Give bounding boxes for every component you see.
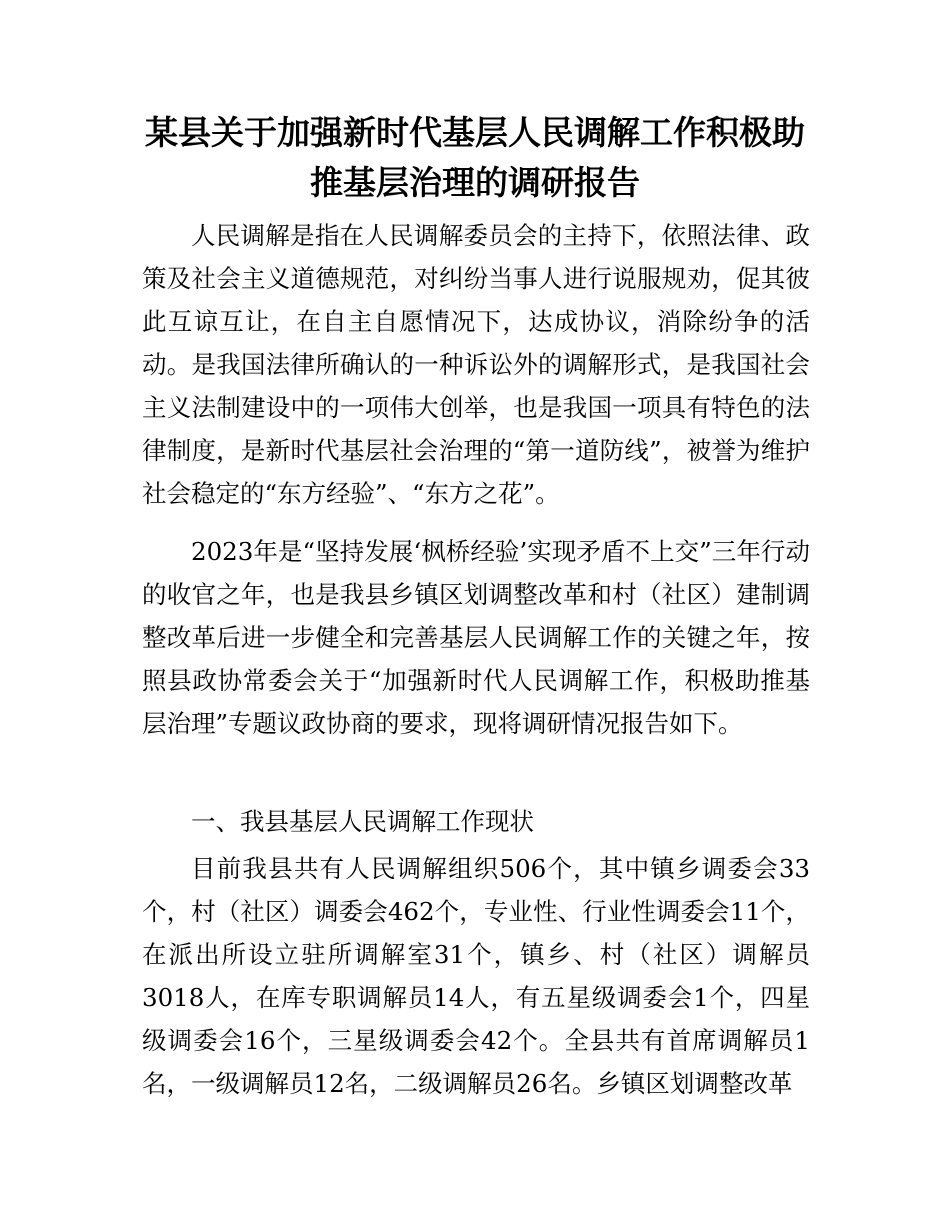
- section-heading-current-status: 一、我县基层人民调解工作现状: [191, 807, 534, 836]
- paragraph-statistics: 目前我县共有人民调解组织506个，其中镇乡调委会33个，村（社区）调委会462个，专业性、行业性调委会11个，在派出所设立驻所调解室31个，镇乡、村（社区）调解员3018人，在库专职调解员14人，有五星级调委会1个，四星级调委会16个，三星级调委会42个。全县共有首席调解员1名，一级调解员12名，二级调解员26名。乡镇区划调整改革: [142, 854, 810, 1098]
- paragraph-definition: 人民调解是指在人民调解委员会的主持下，依照法律、政策及社会主义道德规范，对纠纷当事人进行说服规劝，促其彼此互谅互让，在自主自愿情况下，达成协议，消除纷争的活动。是我国法律所确认的一种诉讼外的调解形式，是我国社会主义法制建设中的一项伟大创举，也是我国一项具有特色的法律制度，是新时代基层社会治理的“第一道防线”，被誉为维护社会稳定的“东方经验”、“东方之花”。: [142, 221, 810, 508]
- paragraph-background: 2023年是“坚持发展‘枫桥经验’实现矛盾不上交”三年行动的收官之年，也是我县乡镇区划调整改革和村（社区）建制调整改革后进一步健全和完善基层人民调解工作的关键之年，按照县政协常委会关于“加强新时代人民调解工作，积极助推基层治理”专题议政协商的要求，现将调研情况报告如下。: [142, 537, 810, 738]
- document-title-line-2: 推基层治理的调研报告: [310, 163, 640, 202]
- document-title-line-1: 某县关于加强新时代基层人民调解工作积极助: [145, 113, 805, 152]
